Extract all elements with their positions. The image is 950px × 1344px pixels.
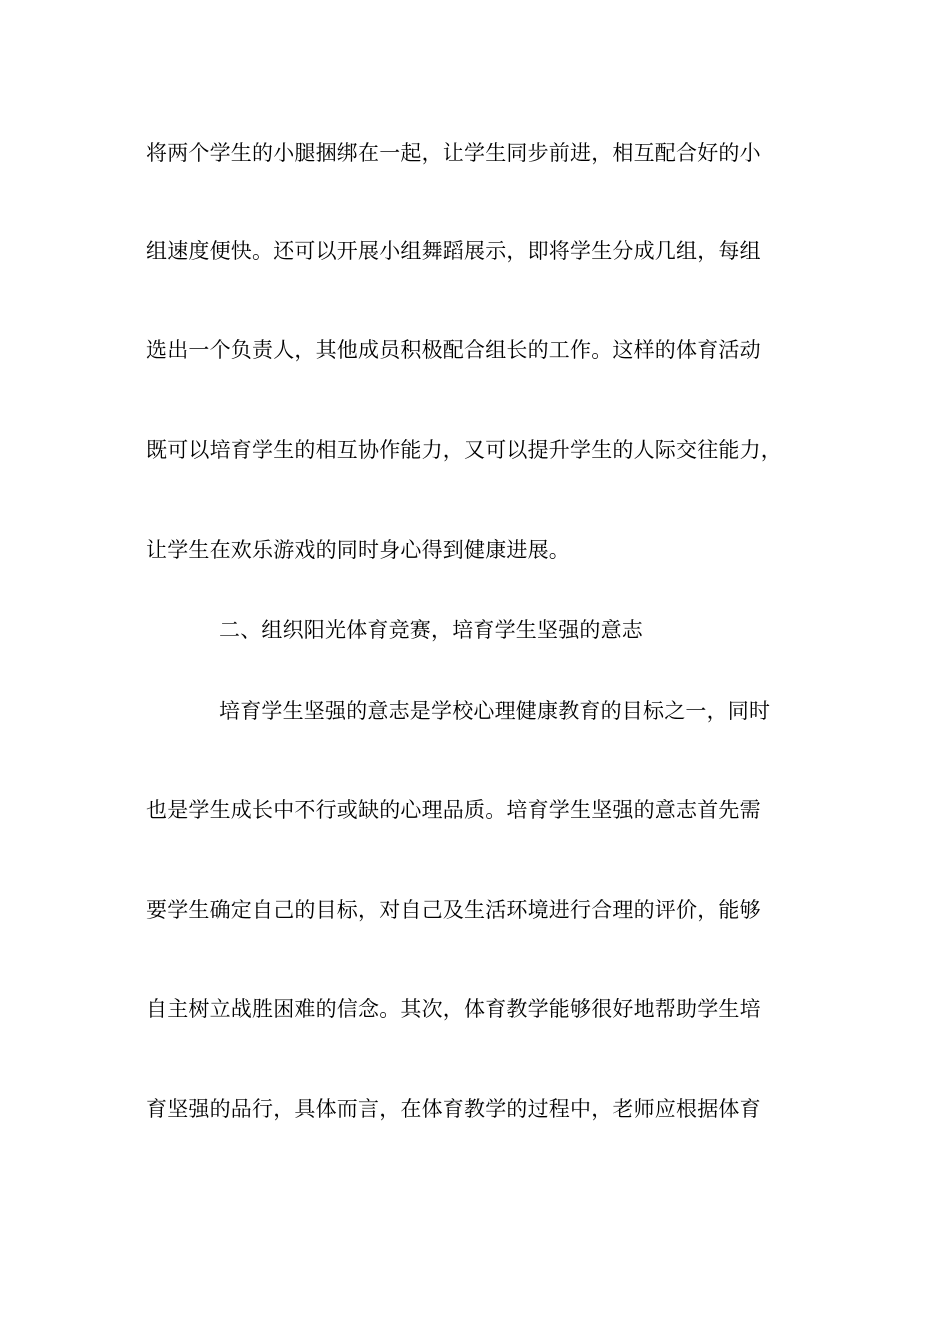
paragraph-2-line-3: 要学生确定自己的目标，对自己及生活环境进行合理的评价，能够 (146, 898, 761, 922)
section-heading-2: 二、组织阳光体育竞赛，培育学生坚强的意志 (219, 618, 643, 642)
paragraph-1-line-5: 让学生在欢乐游戏的同时身心得到健康进展。 (146, 538, 570, 562)
paragraph-1-line-4: 既可以培育学生的相互协作能力，又可以提升学生的人际交往能力， (146, 438, 782, 462)
paragraph-2-line-1: 培育学生坚强的意志是学校心理健康教育的目标之一，同时 (219, 699, 771, 723)
paragraph-2-line-2: 也是学生成长中不行或缺的心理品质。培育学生坚强的意志首先需 (146, 798, 761, 822)
paragraph-1-line-1: 将两个学生的小腿捆绑在一起，让学生同步前进，相互配合好的小 (146, 141, 761, 165)
paragraph-1-line-3: 选出一个负责人，其他成员积极配合组长的工作。这样的体育活动 (146, 338, 761, 362)
paragraph-2-line-4: 自主树立战胜困难的信念。其次，体育教学能够很好地帮助学生培 (146, 997, 761, 1021)
paragraph-1-line-2: 组速度便快。还可以开展小组舞蹈展示，即将学生分成几组，每组 (146, 239, 761, 263)
paragraph-2-line-5: 育坚强的品行，具体而言，在体育教学的过程中，老师应根据体育 (146, 1097, 761, 1121)
